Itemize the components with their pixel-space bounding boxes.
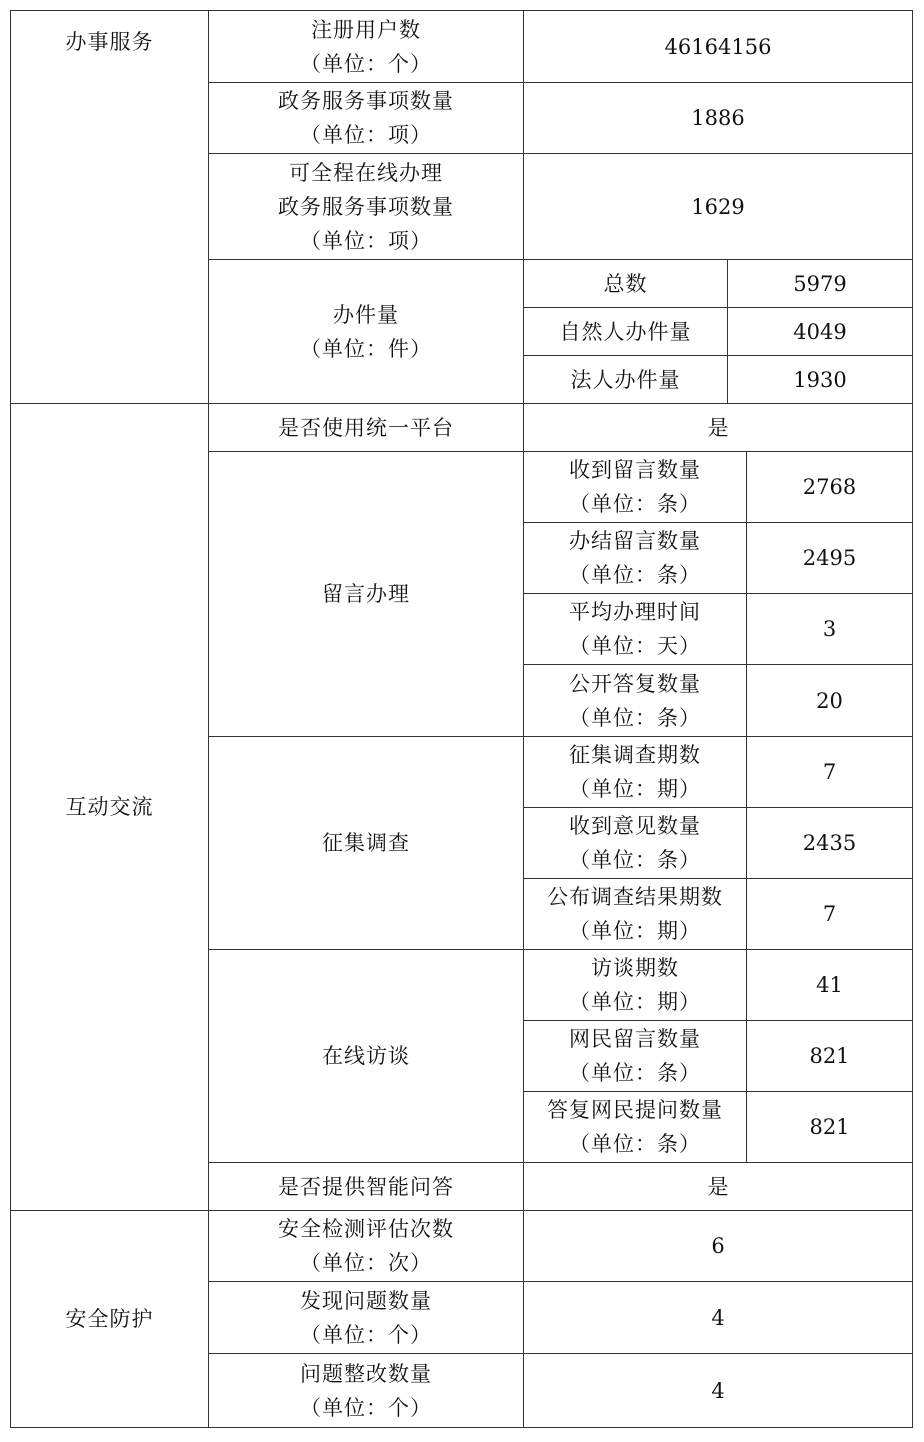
metric-value: 1886 bbox=[691, 106, 745, 130]
metric-unit: （单位：天） bbox=[569, 634, 701, 658]
metric-name: 公开答复数量 bbox=[569, 671, 701, 696]
row-opinions-received-value bbox=[746, 807, 913, 879]
subrow-legal-person-label bbox=[523, 355, 728, 404]
metric-name: 注册用户数 bbox=[311, 17, 421, 42]
metric-value: 7 bbox=[822, 902, 837, 926]
metric-value: 2435 bbox=[802, 831, 857, 855]
row-online-service-items-label bbox=[208, 153, 524, 260]
row-survey-periods-value bbox=[746, 736, 913, 808]
metric-name: 自然人办件量 bbox=[559, 319, 692, 344]
row-unified-platform-label bbox=[208, 403, 524, 452]
metric-name: 是否提供智能问答 bbox=[278, 1174, 454, 1199]
metric-value: 3 bbox=[822, 617, 837, 641]
metric-unit: （单位：个） bbox=[300, 1322, 432, 1347]
metric-value: 5979 bbox=[793, 271, 847, 296]
metric-unit: （单位：条） bbox=[569, 705, 701, 730]
subrow-total-label bbox=[523, 259, 728, 308]
metric-name: 政务服务事项数量 bbox=[278, 89, 454, 113]
section-label-service bbox=[10, 10, 209, 404]
metric-value: 4 bbox=[711, 1305, 725, 1330]
metric-name: 办结留言数量 bbox=[569, 529, 701, 553]
metric-unit: （单位：条） bbox=[569, 1061, 701, 1085]
row-issues-fixed-value bbox=[523, 1353, 913, 1428]
row-online-service-items-value bbox=[523, 153, 913, 260]
row-smart-qa-value bbox=[523, 1162, 913, 1211]
metric-value: 是 bbox=[707, 415, 729, 440]
row-security-checks-value bbox=[523, 1210, 913, 1282]
subrow-legal-person-value bbox=[727, 355, 913, 404]
row-messages-received-label bbox=[523, 451, 747, 523]
row-interview-periods-value bbox=[746, 949, 913, 1021]
metric-name: 法人办件量 bbox=[570, 367, 681, 392]
row-public-replies-label bbox=[523, 664, 747, 737]
metric-unit: （单位：期） bbox=[569, 919, 701, 943]
metric-unit: （单位：项） bbox=[300, 123, 432, 147]
row-netizen-messages-label bbox=[523, 1020, 747, 1092]
subrow-total-value bbox=[727, 259, 913, 308]
metric-name: 收到意见数量 bbox=[569, 814, 701, 838]
metric-value: 46164156 bbox=[664, 34, 772, 59]
row-interview-periods-label bbox=[523, 949, 747, 1021]
metric-unit: （单位：件） bbox=[300, 336, 432, 361]
row-registered-users-value bbox=[523, 10, 913, 83]
metric-unit: （单位：条） bbox=[569, 1132, 701, 1156]
metric-unit: （单位：条） bbox=[569, 492, 701, 516]
metric-name: 办件量 bbox=[333, 302, 399, 327]
row-service-items-value bbox=[523, 82, 913, 154]
row-case-volume-label bbox=[208, 259, 524, 404]
row-messages-closed-label bbox=[523, 522, 747, 594]
metric-value: 1629 bbox=[691, 194, 745, 219]
metric-name: 收到留言数量 bbox=[569, 458, 701, 482]
metric-unit: （单位：次） bbox=[300, 1251, 432, 1275]
row-messages-received-value bbox=[746, 451, 913, 523]
section-label-text: 办事服务 bbox=[65, 30, 154, 54]
row-survey-results-published-value bbox=[746, 878, 913, 950]
metric-name: 安全检测评估次数 bbox=[278, 1217, 454, 1241]
metric-name: 访谈期数 bbox=[591, 956, 679, 980]
row-unified-platform-value bbox=[523, 403, 913, 452]
row-netizen-messages-value bbox=[746, 1020, 913, 1092]
group-label-text: 在线访谈 bbox=[322, 1044, 410, 1068]
metric-name: 是否使用统一平台 bbox=[278, 415, 454, 440]
row-avg-handling-time-label bbox=[523, 593, 747, 665]
row-issues-fixed-label bbox=[208, 1353, 524, 1428]
section-label-text: 互动交流 bbox=[65, 795, 154, 819]
metric-unit: （单位：条） bbox=[569, 848, 701, 872]
row-issues-found-label bbox=[208, 1281, 524, 1354]
metric-value: 1930 bbox=[793, 367, 847, 392]
row-survey-periods-label bbox=[523, 736, 747, 808]
metric-value: 是 bbox=[707, 1174, 729, 1199]
row-avg-handling-time-value bbox=[746, 593, 913, 665]
metric-value: 6 bbox=[711, 1234, 725, 1258]
section-label-interaction bbox=[10, 403, 209, 1211]
row-smart-qa-label bbox=[208, 1162, 524, 1211]
row-netizen-replies-value bbox=[746, 1091, 913, 1163]
metric-unit: （单位：个） bbox=[300, 1395, 432, 1420]
subrow-natural-person-label bbox=[523, 307, 728, 356]
metric-name: 答复网民提问数量 bbox=[547, 1098, 723, 1122]
metric-value: 2495 bbox=[802, 546, 857, 570]
metric-unit: （单位：条） bbox=[569, 563, 701, 587]
group-label-survey bbox=[208, 736, 524, 950]
metric-name: 网民留言数量 bbox=[569, 1027, 701, 1051]
metric-unit: （单位：项） bbox=[300, 228, 432, 253]
metric-name: 征集调查期数 bbox=[569, 743, 701, 767]
metric-value: 821 bbox=[809, 1115, 850, 1139]
metric-value: 4 bbox=[711, 1378, 725, 1403]
metric-name: 可全程在线办理 bbox=[289, 160, 443, 185]
metric-name: 问题整改数量 bbox=[300, 1361, 432, 1386]
row-registered-users-label bbox=[208, 10, 524, 83]
metric-name: 政务服务事项数量 bbox=[278, 194, 454, 219]
metric-name: 公布调查结果期数 bbox=[547, 885, 723, 909]
metric-value: 41 bbox=[816, 973, 843, 997]
row-service-items-label bbox=[208, 82, 524, 154]
row-messages-closed-value bbox=[746, 522, 913, 594]
metric-name: 总数 bbox=[603, 271, 648, 296]
metric-unit: （单位：个） bbox=[300, 51, 432, 76]
metric-value: 821 bbox=[809, 1044, 850, 1068]
section-label-security bbox=[10, 1210, 209, 1428]
row-opinions-received-label bbox=[523, 807, 747, 879]
metric-unit: （单位：期） bbox=[569, 990, 701, 1014]
row-survey-results-published-label bbox=[523, 878, 747, 950]
row-security-checks-label bbox=[208, 1210, 524, 1282]
section-label-text: 安全防护 bbox=[65, 1307, 154, 1331]
metric-value: 4049 bbox=[793, 319, 847, 344]
group-label-interview bbox=[208, 949, 524, 1163]
group-label-text: 征集调查 bbox=[322, 831, 410, 855]
row-public-replies-value bbox=[746, 664, 913, 737]
metric-value: 20 bbox=[816, 688, 843, 713]
metric-name: 平均办理时间 bbox=[569, 600, 701, 624]
group-label-messages bbox=[208, 451, 524, 737]
subrow-natural-person-value bbox=[727, 307, 913, 356]
row-netizen-replies-label bbox=[523, 1091, 747, 1163]
metric-value: 2768 bbox=[802, 475, 857, 499]
metric-value: 7 bbox=[822, 760, 837, 784]
row-issues-found-value bbox=[523, 1281, 913, 1354]
metric-unit: （单位：期） bbox=[569, 777, 701, 801]
group-label-text: 留言办理 bbox=[322, 582, 410, 606]
metric-name: 发现问题数量 bbox=[300, 1288, 432, 1313]
